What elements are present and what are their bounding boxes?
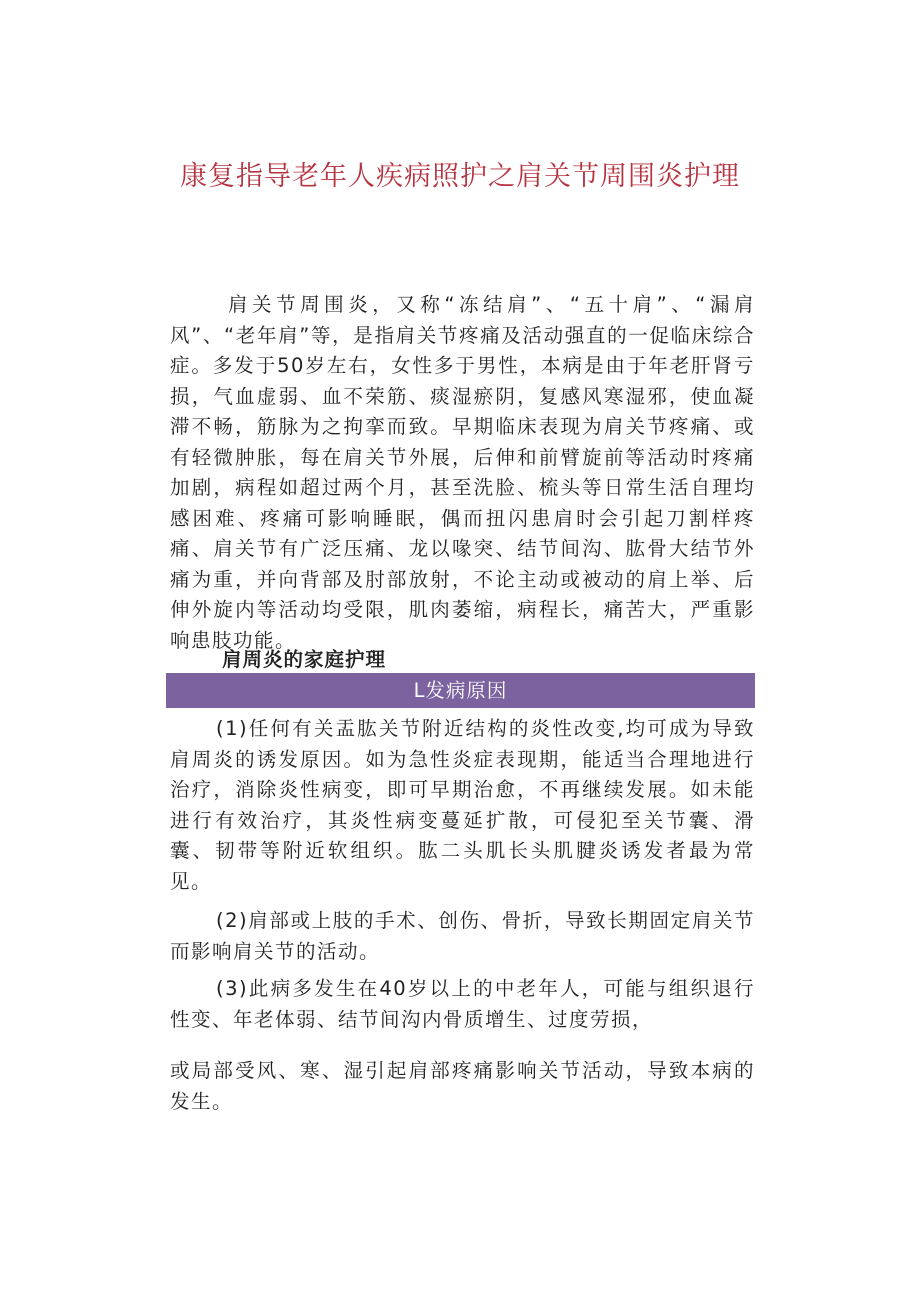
section-subheading: 肩周炎的家庭护理: [222, 648, 387, 671]
cause-item-2: (2)肩部或上肢的手术、创伤、骨折，导致长期固定肩关节而影响肩关节的活动。: [170, 909, 755, 963]
cause-item-3-continued: 或局部受风、寒、湿引起肩部疼痛影响关节活动，导致本病的发生。: [170, 1059, 755, 1113]
intro-paragraph: 肩关节周围炎，又称“冻结肩”、“五十肩”、“漏肩风”、“老年肩”等，是指肩关节疼痛及活动强直的一促临床综合症。多发于50岁左右，女性多于男性，本病是由于年老肝肾亏损，气血虚弱、血不荣筋、痰湿瘀阴，复感风寒湿邪，使血凝滞不畅，筋脉为之拘挛而致。早期临床表现为肩关节疼痛、或有轻微肿胀，每在肩关节外展，后伸和前臂旋前等活动时疼痛加剧，病程如超过两个月，甚至洗脸、梳头等日常生活自理均感困难、疼痛可影响睡眠，偶而扭闪患肩时会引起刀割样疼痛、肩关节有广泛压痛、龙以喙突、结节间沟、肱骨大结节外痛为重，并向背部及肘部放射，不论主动或被动的肩上举、后伸外旋内等活动均受限，肌肉萎缩，病程长，痛苦大，严重影响患肢功能。: [170, 293, 755, 652]
cause-item-3: (3)此病多发生在40岁以上的中老年人，可能与组织退行性变、年老体弱、结节间沟内骨质增生、过度劳损，: [170, 977, 755, 1031]
section-banner: L发病原因: [166, 673, 755, 708]
document-title: 康复指导老年人疾病照护之肩关节周围炎护理: [180, 161, 740, 192]
cause-item-1: (1)任何有关盂肱关节附近结构的炎性改变,均可成为导致肩周炎的诱发原因。如为急性炎症表现期，能适当合理地进行治疗，消除炎性病变，即可早期治愈，不再继续发展。如未能进行有效治疗，其炎性病变蔓延扩散，可侵犯至关节囊、滑囊、韧带等附近软组织。肱二头肌长头肌腱炎诱发者最为常见。: [170, 717, 755, 893]
